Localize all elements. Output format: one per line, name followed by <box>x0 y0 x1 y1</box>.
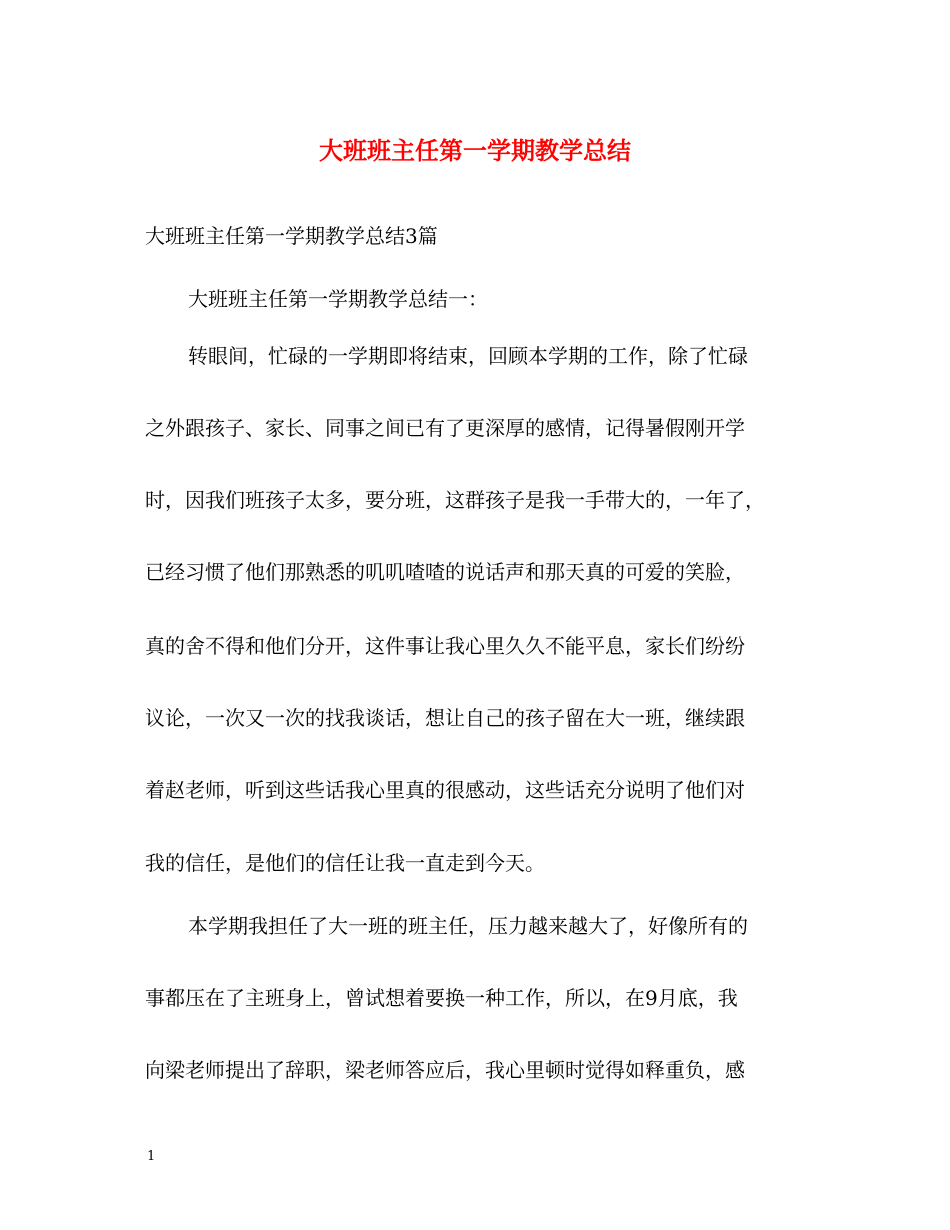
paragraph-line: 时，因我们班孩子太多，要分班，这群孩子是我一手带大的，一年了， <box>145 488 765 512</box>
page-number: 1 <box>147 1149 156 1164</box>
paragraph-line: 事都压在了主班身上，曾试想着要换一种工作，所以，在9月底，我 <box>145 986 738 1010</box>
paragraph-line: 之外跟孩子、家长、同事之间已有了更深厚的感情，记得暑假刚开学 <box>145 416 745 440</box>
paragraph-line: 已经习惯了他们那熟悉的叽叽喳喳的说话声和那天真的可爱的笑脸， <box>145 560 745 584</box>
paragraph-line: 转眼间，忙碌的一学期即将结束，回顾本学期的工作，除了忙碌 <box>188 344 748 368</box>
paragraph-line: 着赵老师，听到这些话我心里真的很感动，这些话充分说明了他们对 <box>145 778 745 802</box>
paragraph-line: 本学期我担任了大一班的班主任，压力越来越大了，好像所有的 <box>188 914 748 938</box>
section-heading: 大班班主任第一学期教学总结一： <box>188 287 488 311</box>
paragraph-line: 议论，一次又一次的找我谈话，想让自己的孩子留在大一班，继续跟 <box>145 706 745 730</box>
paragraph-line: 真的舍不得和他们分开，这件事让我心里久久不能平息，家长们纷纷 <box>145 634 745 658</box>
paragraph-line: 向梁老师提出了辞职，梁老师答应后，我心里顿时觉得如释重负，感 <box>145 1058 745 1082</box>
document-title: 大班班主任第一学期教学总结 <box>319 136 631 165</box>
document-subtitle: 大班班主任第一学期教学总结3篇 <box>145 224 438 248</box>
paragraph-line: 我的信任，是他们的信任让我一直走到今天。 <box>145 851 545 875</box>
